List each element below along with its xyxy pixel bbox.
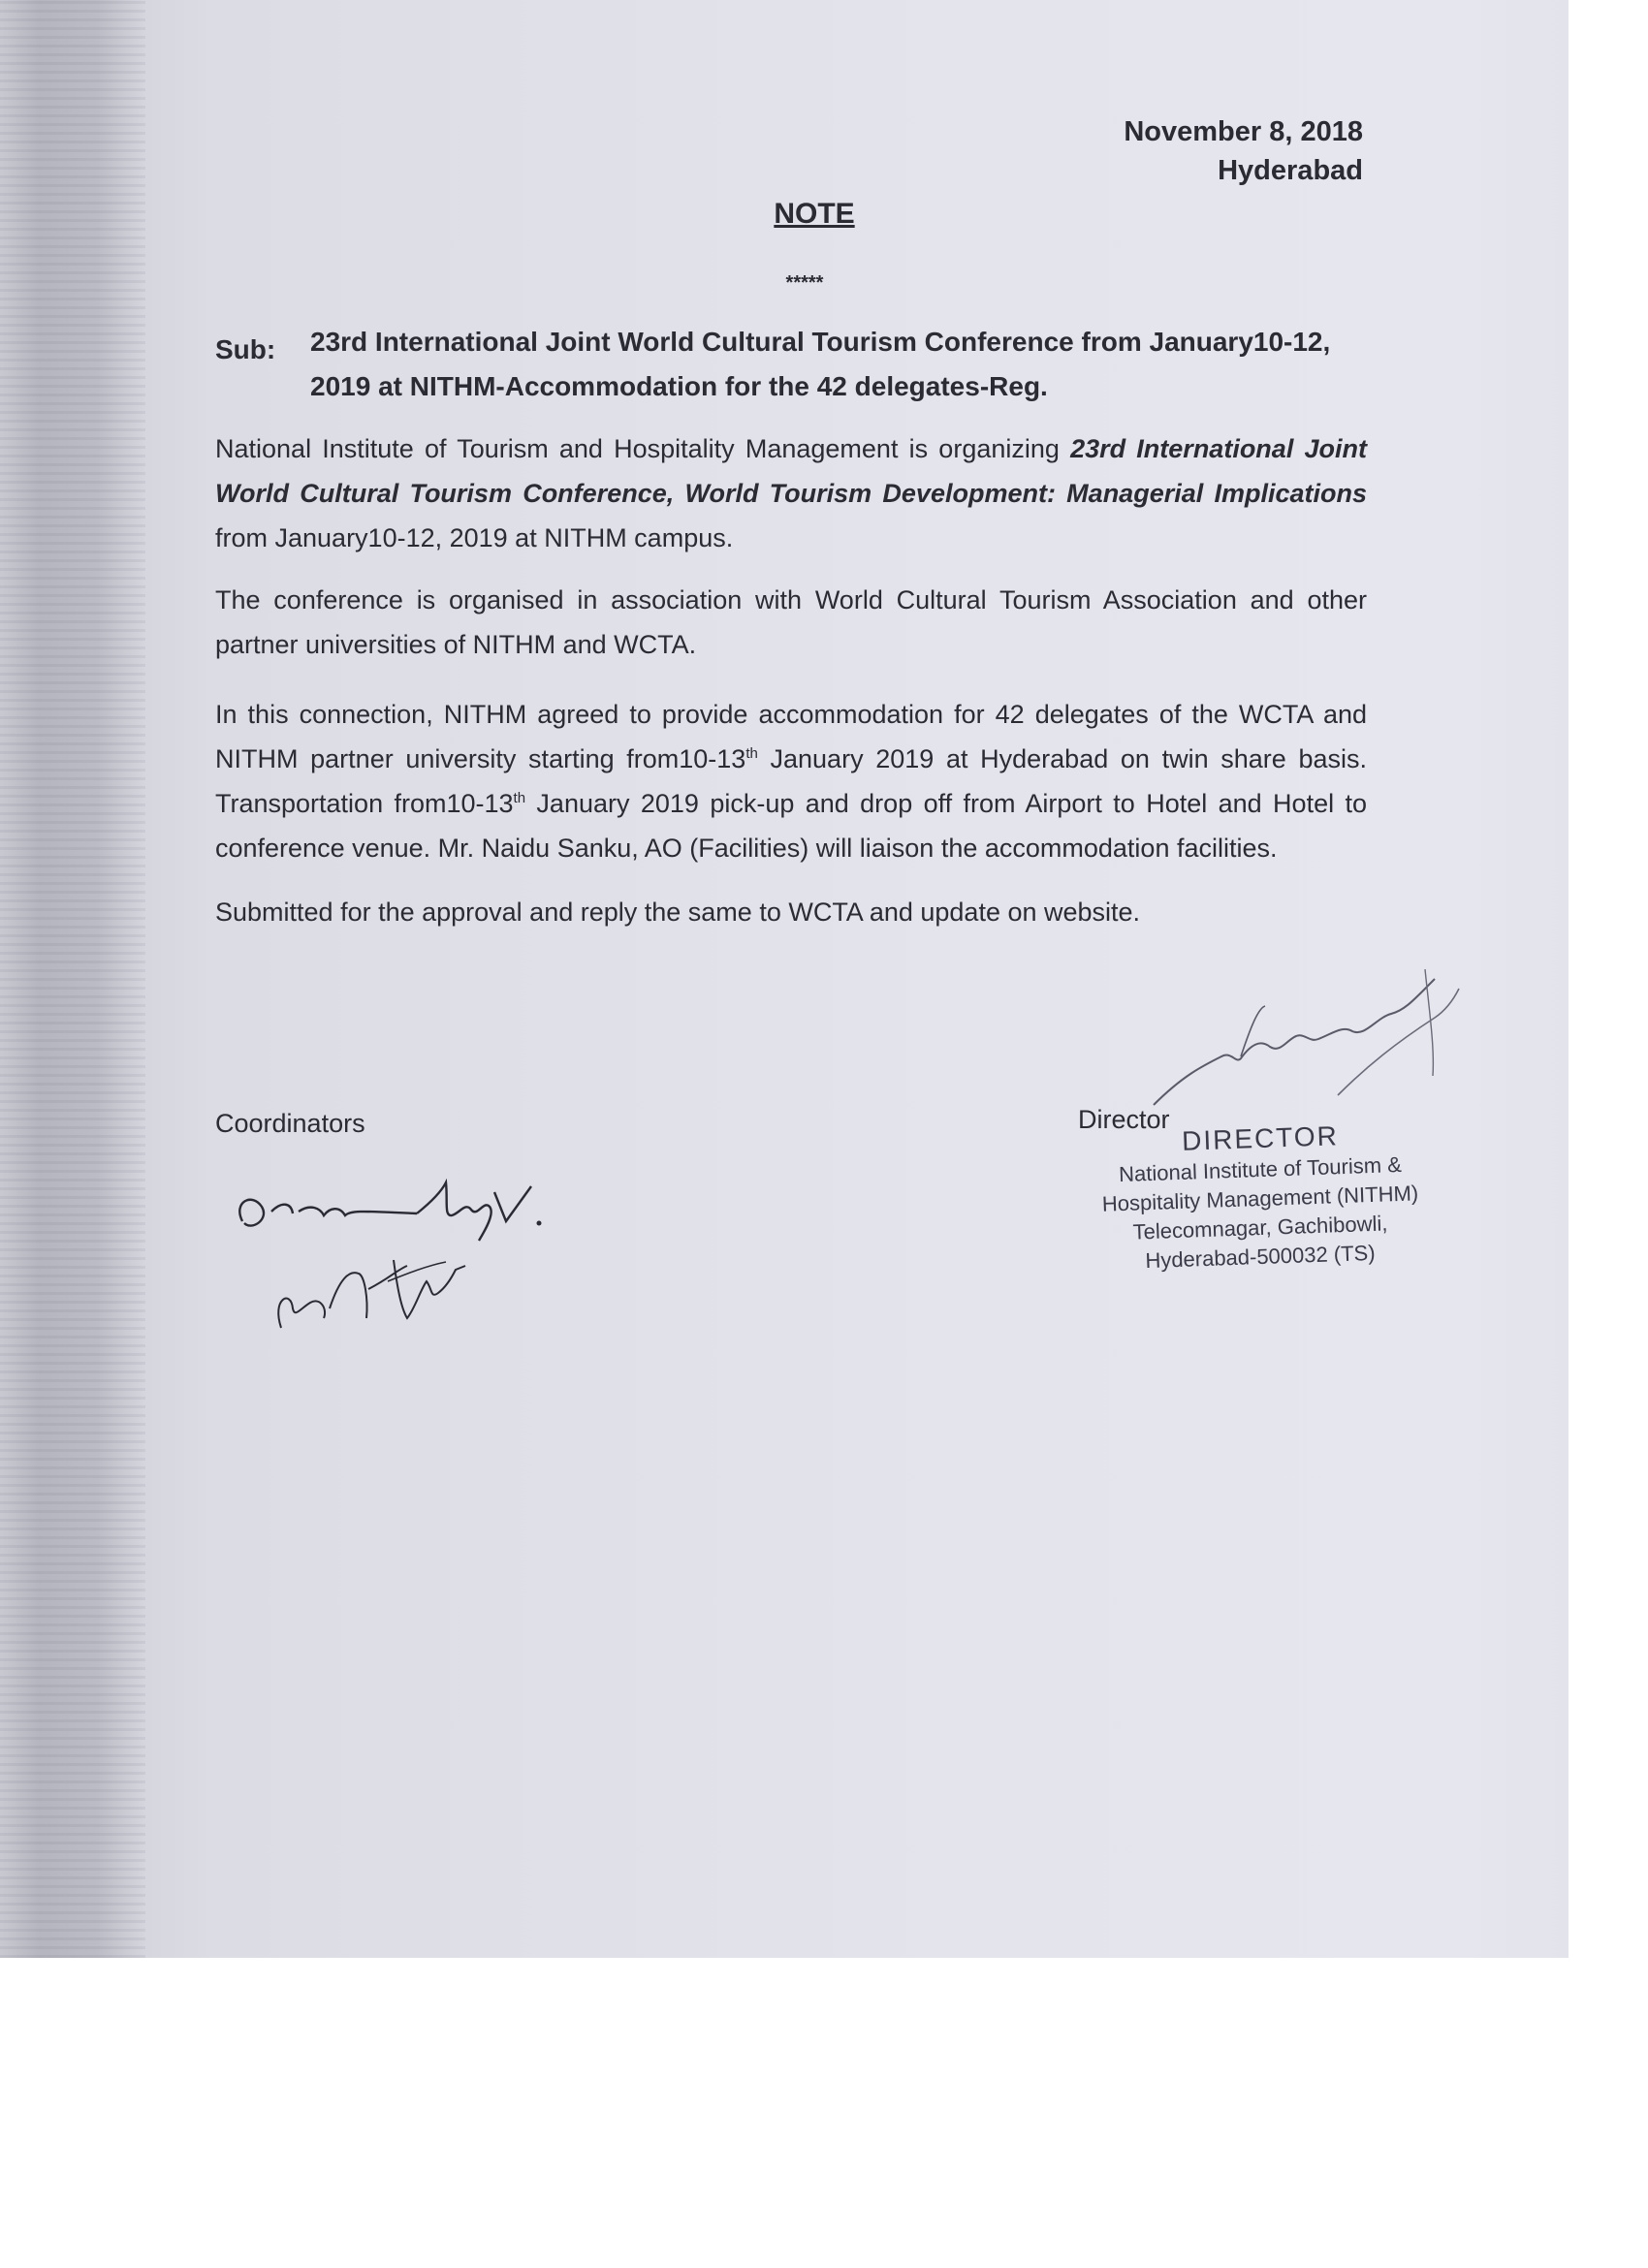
paragraph-organizing-dates: from January10-12, 2019 at NITHM campus. [215, 523, 734, 552]
note-date: November 8, 2018 [1124, 116, 1363, 147]
director-stamp [1047, 1122, 1474, 1272]
paragraph-organizing-intro: National Institute of Tourism and Hospitality Management is organizing [215, 434, 1071, 463]
note-place: Hyderabad [1218, 155, 1363, 186]
paragraph-accommodation-part1: In this connection, NITHM agreed to provide accommodation for 42 delegates of the WCTA and NITHM partner university starting from10-13 [215, 700, 1367, 773]
paragraph-accommodation-part2: January 2019 at Hyderabad on twin share basis. Transportation from10-13 [215, 744, 1368, 818]
note-date-place [1066, 112, 1363, 190]
scan-shadow-edge [0, 0, 145, 1958]
stamp-line-institute: National Institute of Tourism & [1118, 1151, 1403, 1187]
subject-label: Sub: [215, 334, 276, 364]
coordinator-signatures [223, 1173, 591, 1367]
conference-title: 23rd International Joint World Cultural Tourism Conference, World Tourism Development: Managerial Implications [215, 434, 1367, 508]
paragraph-association: The conference is organised in association with World Cultural Tourism Association and other partner universities of NITHM and WCTA. [215, 585, 1367, 659]
paragraph-accommodation [215, 692, 1367, 870]
paragraph-accommodation-part3: January 2019 pick-up and drop off from Airport to Hotel and Hotel to conference venue. Mr. Naidu Sanku, AO (Facilities) will liaison the accommodation facilities. [215, 789, 1367, 863]
stamp-line-management: Hospitality Management (NITHM) [1101, 1181, 1419, 1216]
superscript-th-2: th [513, 790, 526, 806]
subject-text: 23rd International Joint World Cultural Tourism Conference from January10-12, 2019 at NITHM-Accommodation for the 42 delegates-Reg. [310, 327, 1331, 401]
superscript-th-1: th [745, 745, 758, 762]
stamp-title: DIRECTOR [1181, 1120, 1340, 1156]
director-label: Director [1078, 1105, 1170, 1134]
stamp-line-city: Hyderabad-500032 (TS) [1144, 1240, 1376, 1274]
separator: ***** [785, 272, 824, 294]
page-title: NOTE [774, 198, 855, 230]
director-signature [1144, 950, 1474, 1124]
paragraph-organizing [215, 426, 1367, 560]
paragraph-submission: Submitted for the approval and reply the same to WCTA and update on website. [215, 898, 1141, 927]
stamp-line-street: Telecomnagar, Gachibowli, [1132, 1211, 1388, 1244]
coordinators-label: Coordinators [215, 1109, 365, 1138]
